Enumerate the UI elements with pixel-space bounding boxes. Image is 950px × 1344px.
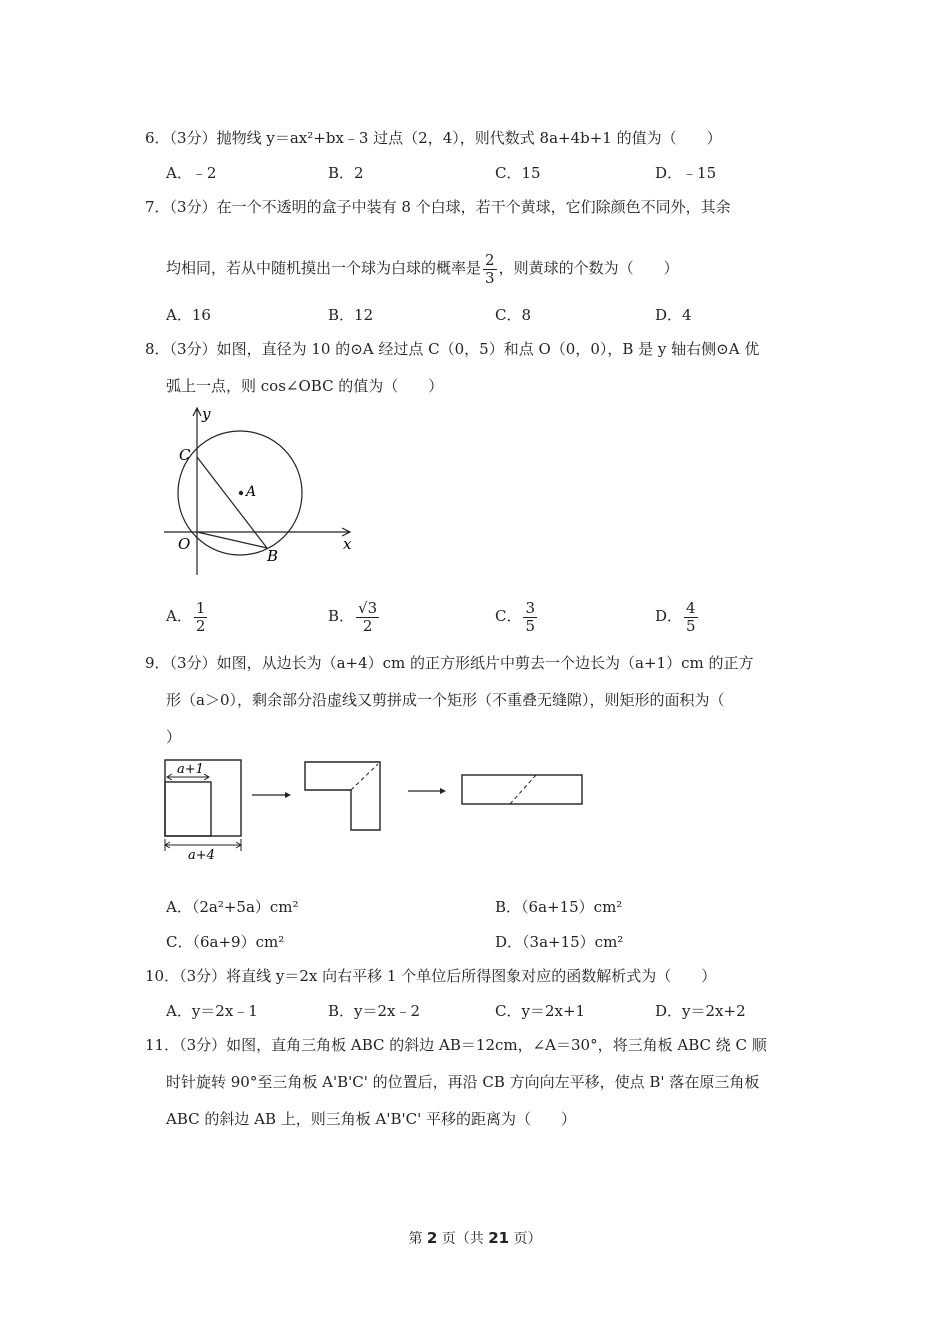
q9-square-figure xyxy=(160,755,590,865)
q6-option-a: A．﹣2 xyxy=(166,164,217,182)
label-o: O xyxy=(178,535,191,553)
q8-option-b xyxy=(328,598,381,635)
question-11-stem-line1: 11．（3分）如图，直角三角板 ABC 的斜边 AB＝12cm，∠A＝30°，将三角板 ABC 绕 C 顺 xyxy=(145,1036,767,1054)
label-a-plus-1: a+1 xyxy=(177,762,204,777)
q6-option-b: B．2 xyxy=(328,164,364,182)
q10-option-c: C．y＝2x+1 xyxy=(495,1002,586,1020)
q8-option-d-fraction xyxy=(684,600,698,635)
q9-option-a: A．（2a²+5a）cm² xyxy=(166,898,299,916)
q8-a-num: 1 xyxy=(195,598,206,617)
q10-option-a: A．y＝2x﹣1 xyxy=(166,1002,258,1020)
q8-c-num: 3 xyxy=(525,598,536,617)
l-shape-cut-line xyxy=(351,764,378,790)
q8-option-a-fraction xyxy=(194,600,208,635)
q10-option-d: D．y＝2x+2 xyxy=(655,1002,746,1020)
step-arrow-1-head xyxy=(285,792,291,798)
label-x: x xyxy=(343,535,352,553)
l-shape xyxy=(305,762,380,830)
q6-option-c: C．15 xyxy=(495,164,541,182)
question-8-stem-line2: 弧上一点，则 cos∠OBC 的值为（ ） xyxy=(166,377,444,395)
center-point-a xyxy=(239,491,243,495)
question-9-stem-line1: 9．（3分）如图，从边长为（a+4）cm 的正方形纸片中剪去一个边长为（a+1）cm 的正方 xyxy=(145,654,754,672)
q8-d-num: 4 xyxy=(686,598,696,617)
total-pages: 21 xyxy=(488,1229,510,1247)
q8-b-den: 2 xyxy=(362,616,373,635)
question-11-stem-line3: ABC 的斜边 AB 上，则三角板 A'B'C' 平移的距离为（ ） xyxy=(166,1110,577,1128)
q7-frac-den: 3 xyxy=(485,268,495,287)
question-7-stem-line1: 7．（3分）在一个不透明的盒子中装有 8 个白球，若干个黄球，它们除颜色不同外，其余 xyxy=(145,198,731,216)
q7-option-c: C．8 xyxy=(495,306,532,324)
q8-b-num: √3 xyxy=(358,598,378,617)
cut-square xyxy=(165,782,211,836)
question-8-stem-line1: 8．（3分）如图，直径为 10 的⊙A 经过点 C（0，5）和点 O（0，0），B 是 y 轴右侧⊙A 优 xyxy=(145,340,760,358)
question-11-stem-line2: 时针旋转 90°至三角板 A'B'C' 的位置后，再沿 CB 方向向左平移，使点 B' 落在原三角板 xyxy=(166,1073,760,1091)
question-10-stem: 10．（3分）将直线 y＝2x 向右平移 1 个单位后所得图象对应的函数解析式为（ ） xyxy=(145,967,717,985)
q8-option-b-label: B． xyxy=(328,607,355,625)
q9-option-d: D．（3a+15）cm² xyxy=(495,933,624,951)
rectangle-seam-line xyxy=(510,775,536,804)
question-7-stem-line2 xyxy=(166,250,679,287)
q7-stem-part-a: 均相同，若从中随机摸出一个球为白球的概率是 xyxy=(166,259,482,277)
q10-option-b: B．y＝2x﹣2 xyxy=(328,1002,421,1020)
q7-option-d: D．4 xyxy=(655,306,692,324)
page-number: 2 xyxy=(426,1229,438,1247)
q8-option-c-fraction xyxy=(523,600,537,635)
footer-middle: 页（共 xyxy=(437,1231,489,1247)
label-a-plus-4: a+4 xyxy=(188,848,215,863)
q6-option-d: D．﹣15 xyxy=(655,164,717,182)
q8-option-c-label: C． xyxy=(495,607,522,625)
q8-d-den: 5 xyxy=(686,616,696,635)
q7-stem-part-b: ，则黄球的个数为（ ） xyxy=(498,259,679,277)
q7-option-b: B．12 xyxy=(328,306,374,324)
q8-option-a-label: A． xyxy=(166,607,192,625)
q9-option-b: B．（6a+15）cm² xyxy=(495,898,623,916)
footer-suffix: 页） xyxy=(509,1231,542,1247)
question-9-stem-line3: ） xyxy=(166,728,182,746)
footer-prefix: 第 xyxy=(408,1231,427,1247)
label-y: y xyxy=(202,405,211,423)
label-c: C xyxy=(179,446,191,464)
q8-option-b-fraction xyxy=(356,600,379,635)
label-a: A xyxy=(246,484,257,500)
q8-option-d-label: D． xyxy=(655,607,683,625)
q8-option-d xyxy=(655,598,700,635)
q8-c-den: 5 xyxy=(525,616,536,635)
question-9-stem-line2: 形（a＞0），剩余部分沿虚线又剪拼成一个矩形（不重叠无缝隙），则矩形的面积为（ xyxy=(166,691,725,709)
page-footer xyxy=(0,1228,950,1248)
step-arrow-2-head xyxy=(440,788,446,794)
question-6-stem: 6．（3分）抛物线 y＝ax²+bx﹣3 过点（2，4），则代数式 8a+4b+1 的值为（ ） xyxy=(145,129,722,147)
q7-frac-num: 2 xyxy=(485,250,495,269)
q7-option-a: A．16 xyxy=(166,306,211,324)
q8-option-c xyxy=(495,598,539,635)
q8-a-den: 2 xyxy=(195,616,206,635)
q9-option-c: C．（6a+9）cm² xyxy=(166,933,285,951)
result-rectangle xyxy=(462,775,582,804)
q8-circle-figure xyxy=(160,405,360,580)
q7-probability-fraction xyxy=(483,252,497,287)
q8-option-a xyxy=(166,598,209,635)
label-b: B xyxy=(267,547,279,565)
